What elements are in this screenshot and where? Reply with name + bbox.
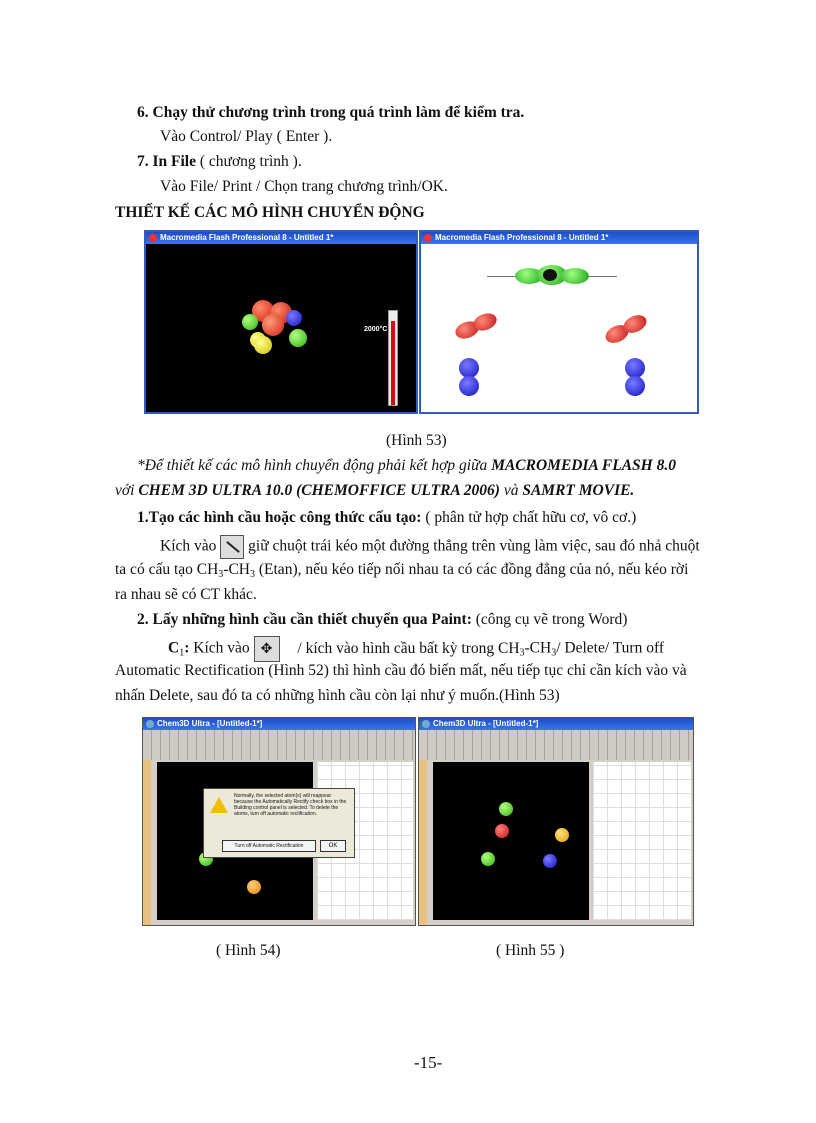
step1-title-rest: ( phân tử hợp chất hữu cơ, vô cơ.) bbox=[421, 509, 637, 526]
step7-title-rest: ( chương trình ). bbox=[196, 153, 302, 170]
fig55-caption: ( Hình 55 ) bbox=[496, 942, 565, 959]
step7-body: Vào File/ Print / Chọn trang chương trình/OK. bbox=[160, 178, 448, 195]
step1-text: Kích vào bbox=[160, 537, 217, 555]
molecule-blue bbox=[459, 376, 479, 396]
chem3d-app-icon bbox=[146, 720, 154, 728]
step2-line1 bbox=[168, 636, 664, 662]
intro-smartmovie: SAMRT MOVIE. bbox=[522, 482, 635, 499]
flash-title-left: Macromedia Flash Professional 8 - Untitled 1* bbox=[160, 233, 334, 242]
flash-app-icon bbox=[149, 234, 157, 242]
step1-line3: ra nhau sẽ có CT khác. bbox=[115, 586, 257, 603]
chem3d-window-fig55 bbox=[418, 717, 694, 926]
toolbar bbox=[419, 730, 693, 760]
ok-button[interactable]: OK bbox=[320, 840, 346, 852]
step2-title: 2. Lấy những hình cầu cần thiết chuyển qua Paint: bbox=[137, 611, 472, 628]
fig53-caption: (Hình 53) bbox=[386, 432, 447, 449]
flash-window-right bbox=[419, 230, 699, 414]
step2-text: Kích vào bbox=[189, 639, 250, 657]
subscript: 3 bbox=[519, 647, 525, 659]
atom-green bbox=[242, 314, 258, 330]
step1-line2 bbox=[115, 561, 688, 579]
rectification-dialog bbox=[203, 788, 355, 858]
model-viewport bbox=[433, 762, 589, 920]
step6-body: Vào Control/ Play ( Enter ). bbox=[160, 128, 333, 145]
atom-yellow bbox=[254, 336, 272, 354]
step2-line2: Automatic Rectification (Hình 52) thì hình cầu đó biến mất, nếu tiếp tục chỉ cần kích vào và bbox=[115, 662, 687, 679]
subscript: 3 bbox=[218, 569, 224, 580]
subscript: 3 bbox=[250, 569, 255, 580]
select-move-tool-icon[interactable]: ✥ bbox=[254, 636, 280, 662]
chem3d-title: Chem3D Ultra - [Untitled-1*] bbox=[157, 719, 263, 728]
molecule-blue bbox=[625, 376, 645, 396]
section-heading: THIẾT KẾ CÁC MÔ HÌNH CHUYỂN ĐỘNG bbox=[115, 204, 425, 221]
step2-heading bbox=[137, 611, 627, 629]
step2-line3: nhấn Delete, sau đó ta có những hình cầu còn lại như ý muốn.(Hình 53) bbox=[115, 687, 560, 704]
flash-title-right: Macromedia Flash Professional 8 - Untitled 1* bbox=[435, 233, 609, 242]
intro-text: *Để thiết kế các mô hình chuyển động phải kết hợp giữa bbox=[137, 457, 492, 474]
flash-app-icon bbox=[424, 234, 432, 242]
step7-title: 7. In File bbox=[137, 153, 196, 170]
chem3d-title: Chem3D Ultra - [Untitled-1*] bbox=[433, 719, 539, 728]
c1-label: C bbox=[168, 639, 180, 657]
intro-chem3d: CHEM 3D ULTRA 10.0 (CHEMOFFICE ULTRA 2006) bbox=[138, 482, 500, 499]
side-panel bbox=[143, 760, 151, 925]
step1-text: ta có cấu tạo CH bbox=[115, 561, 219, 578]
intro-line1 bbox=[137, 457, 676, 475]
atom-blue bbox=[286, 310, 302, 326]
step2-text: / kích vào hình cầu bất kỳ trong CH bbox=[297, 639, 520, 657]
step1-text: (Etan), nếu kéo tiếp nối nhau ta có các đồng đẳng của nó, nếu kéo rời bbox=[255, 561, 689, 578]
c1-colon: : bbox=[184, 639, 190, 657]
atom-red bbox=[262, 314, 284, 336]
flash-titlebar-right bbox=[421, 232, 697, 244]
bond-tool-icon[interactable] bbox=[220, 535, 244, 559]
atom-blue bbox=[543, 854, 557, 868]
chem3d-window-fig54 bbox=[142, 717, 416, 926]
molecule-dark-core bbox=[543, 269, 557, 281]
flash-window-left bbox=[144, 230, 418, 414]
dialog-message: Normally, the selected atom(s) will reappear because the Automatically Rectify check box in the Building control panel is selected. To delete the atoms, turn off automatic rectification. bbox=[234, 793, 347, 817]
chem3d-titlebar bbox=[419, 718, 693, 730]
step1-heading bbox=[137, 509, 636, 527]
intro-text: với bbox=[115, 482, 139, 499]
intro-flash: MACROMEDIA FLASH 8.0 bbox=[491, 457, 676, 474]
molecule-blue bbox=[459, 358, 479, 378]
atom-red bbox=[495, 824, 509, 838]
thermometer-mercury bbox=[391, 321, 395, 405]
step2-text: -CH bbox=[524, 639, 552, 657]
flash-titlebar-left bbox=[146, 232, 416, 244]
toolbar bbox=[143, 730, 415, 760]
grid-panel bbox=[593, 762, 691, 920]
thermometer bbox=[388, 310, 398, 406]
chem3d-titlebar bbox=[143, 718, 415, 730]
intro-line2 bbox=[115, 482, 634, 500]
chem3d-app-icon bbox=[422, 720, 430, 728]
atom-orange bbox=[247, 880, 261, 894]
fig54-caption: ( Hình 54) bbox=[216, 942, 281, 959]
step2-text: / Delete/ Turn off bbox=[556, 639, 664, 657]
atom-green bbox=[481, 852, 495, 866]
step2-title-rest: (công cụ vẽ trong Word) bbox=[471, 611, 628, 628]
temperature-label: 2000°C bbox=[364, 326, 388, 333]
atom-orange bbox=[555, 828, 569, 842]
step6-title: 6. Chạy thử chương trình trong quá trình làm để kiểm tra. bbox=[137, 104, 525, 121]
warning-icon bbox=[210, 797, 228, 813]
atom-green bbox=[289, 329, 307, 347]
step7-line bbox=[137, 153, 302, 171]
step1-text: -CH bbox=[223, 561, 250, 578]
molecule-blue bbox=[625, 358, 645, 378]
subscript: 1 bbox=[179, 647, 185, 659]
step1-text: giữ chuột trái kéo một đường thẳng trên vùng làm việc, sau đó nhả chuột bbox=[244, 537, 700, 555]
step1-line1 bbox=[160, 535, 700, 559]
page-number: -15- bbox=[414, 1053, 443, 1072]
intro-text: và bbox=[499, 482, 523, 499]
step1-title: 1.Tạo các hình cầu hoặc công thức cấu tạo: bbox=[137, 509, 422, 526]
molecule-green bbox=[561, 268, 589, 284]
subscript: 3 bbox=[551, 647, 557, 659]
turn-off-rectification-button[interactable]: Turn off Automatic Rectification bbox=[222, 840, 316, 852]
atom-green bbox=[499, 802, 513, 816]
side-panel bbox=[419, 760, 427, 925]
